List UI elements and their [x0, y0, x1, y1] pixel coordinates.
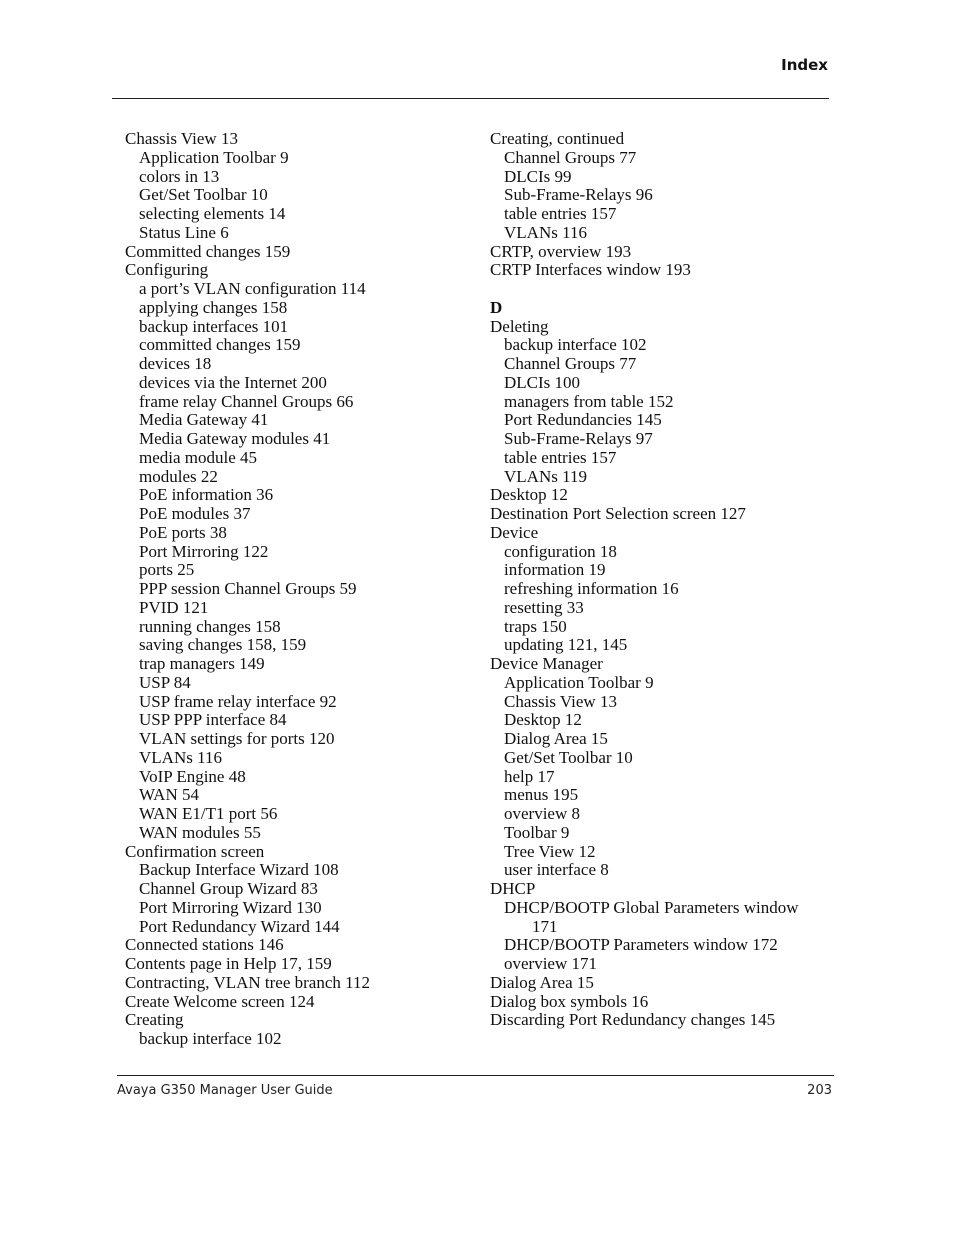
- index-entry: DHCP: [490, 879, 536, 898]
- index-subentry: trap managers 149: [139, 654, 265, 673]
- index-entry: Committed changes 159: [125, 241, 291, 261]
- index-subentry: refreshing information 16: [504, 579, 679, 598]
- index-subentry: VLANs 116: [139, 747, 222, 767]
- index-subentry: Get/Set Toolbar 10: [504, 747, 633, 767]
- index-subentry: VLANs 116: [504, 222, 587, 242]
- index-subentry: help 17: [504, 766, 555, 786]
- index-entry: CRTP, overview 193: [490, 241, 632, 261]
- index-subentry: Dialog Area 15: [504, 729, 608, 748]
- index-subentry: WAN E1/T1 port 56: [139, 804, 278, 823]
- index-subentry: table entries 157: [504, 447, 617, 467]
- index-subentry: updating 121, 145: [504, 635, 628, 655]
- index-subentry: Channel Group Wizard 83: [139, 879, 318, 898]
- index-subentry: table entries 157: [504, 204, 617, 223]
- index-subentry: devices 18: [139, 354, 212, 373]
- index-subentry: information 19: [504, 560, 606, 580]
- index-subentry: Backup Interface Wizard 108: [139, 860, 339, 880]
- index-subentry: Desktop 12: [504, 710, 582, 730]
- index-subentry: resetting 33: [504, 597, 584, 617]
- index-entry: Creating, continued: [490, 129, 625, 148]
- header-rule: [112, 98, 829, 99]
- index-subentry: Port Mirroring 122: [139, 541, 269, 561]
- index-entry: Dialog Area 15: [490, 972, 594, 992]
- index-subentry: Channel Groups 77: [504, 147, 637, 167]
- index-subentry: devices via the Internet 200: [139, 372, 327, 392]
- index-subentry: VLAN settings for ports 120: [139, 729, 335, 748]
- index-subentry: applying changes 158: [139, 297, 288, 317]
- index-subentry: Get/Set Toolbar 10: [139, 185, 268, 205]
- index-subentry: Application Toolbar 9: [504, 672, 654, 692]
- index-entry: Creating: [125, 1010, 184, 1030]
- index-entry: Contracting, VLAN tree branch 112: [125, 972, 371, 992]
- index-entry: CRTP Interfaces window 193: [490, 260, 691, 280]
- index-subentry: Chassis View 13: [504, 691, 617, 711]
- index-subentry: WAN modules 55: [139, 822, 261, 842]
- index-entry: Configuring: [125, 260, 209, 280]
- index-subentry: Application Toolbar 9: [139, 147, 289, 167]
- index-subentry: committed changes 159: [139, 335, 301, 355]
- index-subentry: user interface 8: [504, 860, 609, 880]
- index-entry: Connected stations 146: [125, 935, 284, 955]
- index-entry: Deleting: [490, 316, 549, 336]
- index-subentry: backup interface 102: [139, 1029, 282, 1048]
- index-subentry: WAN 54: [139, 785, 199, 805]
- index-subentry: a port’s VLAN configuration 114: [139, 279, 366, 298]
- index-entry: Destination Port Selection screen 127: [490, 504, 746, 523]
- index-entry: Chassis View 13: [125, 129, 238, 148]
- index-subentry: VoIP Engine 48: [139, 766, 246, 786]
- index-subentry: USP frame relay interface 92: [139, 691, 337, 711]
- footer-rule: [117, 1075, 834, 1076]
- index-subentry: DHCP/BOOTP Parameters window 172: [504, 935, 778, 955]
- index-entry: Desktop 12: [490, 485, 568, 505]
- index-subentry: backup interface 102: [504, 335, 647, 355]
- index-subentry: traps 150: [504, 616, 567, 636]
- index-entry: Dialog box symbols 16: [490, 991, 649, 1011]
- index-subentry: PVID 121: [139, 597, 209, 617]
- index-entry: Confirmation screen: [125, 841, 265, 861]
- index-subentry: PoE ports 38: [139, 522, 227, 542]
- index-subentry: Port Redundancy Wizard 144: [139, 916, 340, 936]
- index-subentry: Sub-Frame-Relays 96: [504, 185, 653, 205]
- index-column-left: [125, 130, 475, 1049]
- index-subentry: Status Line 6: [139, 222, 229, 242]
- index-column-right: [490, 130, 835, 1030]
- footer-page-number: 203: [807, 1083, 832, 1098]
- index-subentry: Media Gateway 41: [139, 410, 269, 430]
- index-subentry: Sub-Frame-Relays 97: [504, 429, 653, 448]
- index-subentry: 171: [532, 916, 558, 936]
- index-subentry: colors in 13: [139, 166, 220, 186]
- index-subentry: Toolbar 9: [504, 822, 570, 842]
- index-subentry: PoE information 36: [139, 485, 274, 505]
- index-subentry: PPP session Channel Groups 59: [139, 579, 357, 598]
- index-subentry: VLANs 119: [504, 466, 587, 486]
- index-subentry: Channel Groups 77: [504, 354, 637, 373]
- index-entry: Device: [490, 522, 539, 542]
- index-subentry: USP PPP interface 84: [139, 710, 287, 730]
- index-subentry: saving changes 158, 159: [139, 635, 307, 655]
- index-subentry: frame relay Channel Groups 66: [139, 391, 354, 411]
- index-subentry: DHCP/BOOTP Global Parameters window: [504, 897, 799, 917]
- footer-book-title: Avaya G350 Manager User Guide: [117, 1083, 333, 1098]
- index-entry: Device Manager: [490, 654, 603, 673]
- index-subentry: selecting elements 14: [139, 204, 286, 223]
- index-subentry: overview 171: [504, 954, 598, 973]
- index-subentry: ports 25: [139, 560, 195, 580]
- index-subentry: Port Redundancies 145: [504, 410, 662, 430]
- index-subentry: DLCIs 99: [504, 166, 572, 186]
- index-subentry: Port Mirroring Wizard 130: [139, 897, 322, 917]
- index-subentry: managers from table 152: [504, 391, 674, 411]
- index-subentry: USP 84: [139, 672, 191, 692]
- index-spacer: [490, 280, 835, 299]
- index-subentry: PoE modules 37: [139, 504, 251, 523]
- index-subentry: Tree View 12: [504, 841, 596, 861]
- index-subentry: configuration 18: [504, 541, 617, 561]
- index-entry: Create Welcome screen 124: [125, 991, 315, 1011]
- index-subentry: running changes 158: [139, 616, 281, 636]
- index-subentry: media module 45: [139, 447, 258, 467]
- index-subentry: overview 8: [504, 804, 581, 823]
- index-letter-heading: D: [490, 297, 503, 317]
- index-subentry: DLCIs 100: [504, 372, 581, 392]
- index-subentry: backup interfaces 101: [139, 316, 289, 336]
- index-subentry: Media Gateway modules 41: [139, 429, 331, 448]
- index-subentry: modules 22: [139, 466, 218, 486]
- running-header-title: Index: [781, 56, 828, 74]
- index-subentry: menus 195: [504, 785, 579, 805]
- index-entry: Contents page in Help 17, 159: [125, 954, 332, 973]
- index-entry: Discarding Port Redundancy changes 145: [490, 1010, 776, 1030]
